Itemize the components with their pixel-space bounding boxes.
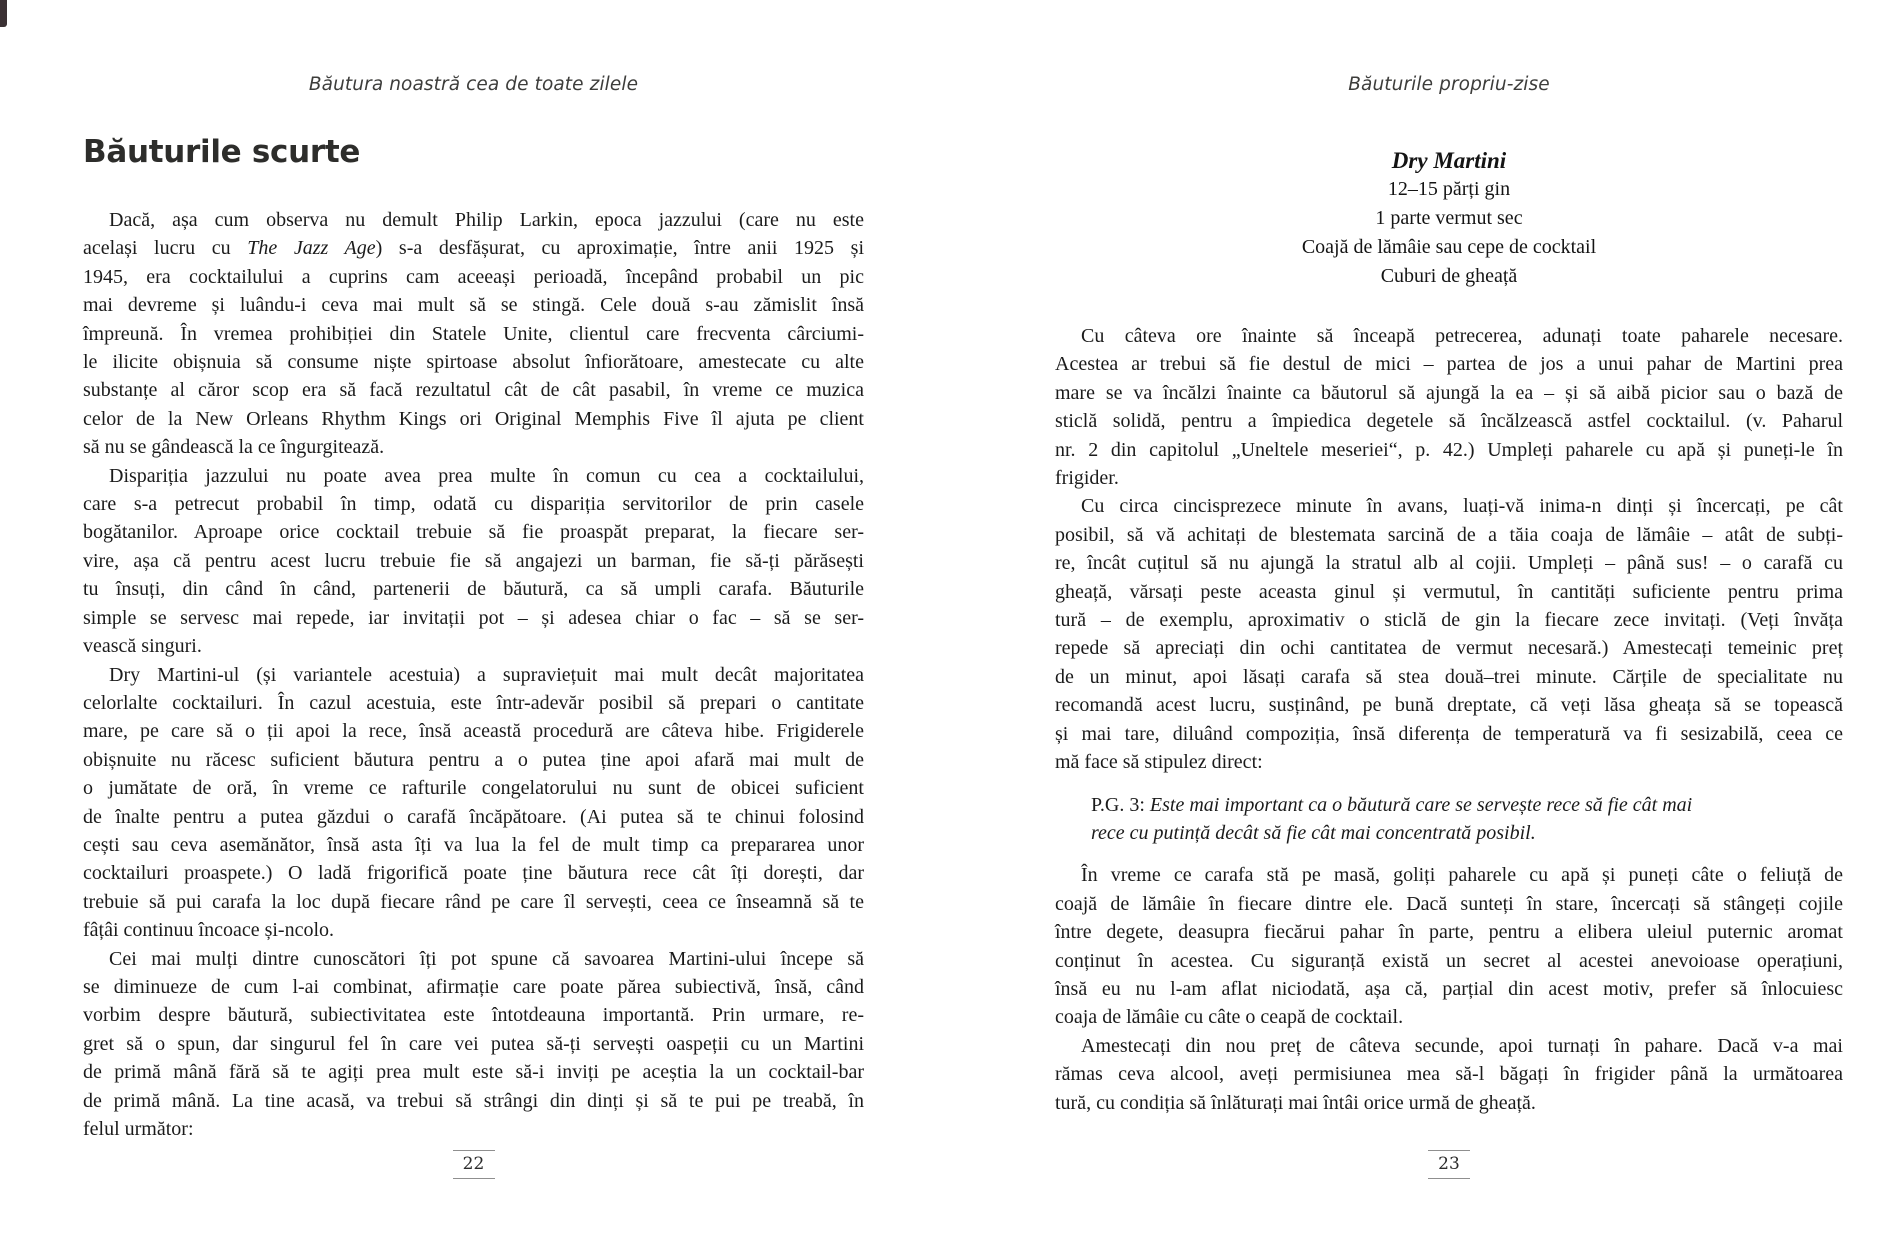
page-number-text: 22 xyxy=(462,1154,485,1174)
text-line: de primă mână fără să te agiți prea mult este să-i inviți pe aceștia la un cocktail-bar xyxy=(83,1061,864,1084)
text-line: sticlă solidă, pentru a împiedica degetele să încălzească astfel cocktailul. (v. Paharul xyxy=(1055,410,1843,433)
text-line: recomandă acest lucru, susținând, pe bună dreptate, că veți lăsa gheața să se topească xyxy=(1055,694,1843,717)
text-line: re, încât cuțitul să nu ajungă la stratul alb al cojii. Umpleți – până sus! – o carafă cu xyxy=(1055,552,1843,575)
page-body-right xyxy=(1055,322,1843,1117)
page-number-left xyxy=(453,1150,495,1179)
text-line: rămas ceva alcool, aveți permisiunea mea să-l băgați în frigider până la următoarea xyxy=(1055,1063,1843,1086)
recipe-ingredient: Coajă de lămâie sau cepe de cocktail xyxy=(1301,236,1597,258)
text-line: și mai tare, diluând compoziția, însă diferența de temperatură va fi sesizabilă, ceea ce xyxy=(1055,722,1843,745)
text-line: Dry Martini-ul (și variantele acestuia) a supraviețuit mai mult decât majoritatea xyxy=(109,663,864,686)
text-line: celorlalte cocktailuri. În cazul acestuia, este într-adevăr posibil să prepari o cantitate xyxy=(83,691,864,714)
text-line: cocktailuri proaspete.) O ladă frigorifică poate ține băutura rece cât îți dorești, dar xyxy=(83,862,864,885)
block-quote xyxy=(1091,791,1843,848)
recipe-ingredient: 1 parte vermut sec xyxy=(1375,207,1523,229)
text-line: felul următor: xyxy=(83,1118,194,1140)
paragraph xyxy=(83,206,864,462)
paragraph xyxy=(83,661,864,945)
paragraph xyxy=(1055,1032,1843,1117)
text-line: tură, cu condiția să înlăturați mai întâi orice urmă de gheață. xyxy=(1055,1091,1536,1114)
text-line: se diminueze de cum l-ai combinat, afirmație care poate părea subiectivă, însă, când xyxy=(83,975,864,998)
paragraph xyxy=(83,945,864,1144)
text-line: mă face să stipulez direct: xyxy=(1055,751,1263,774)
text-line: coajă de lămâie în fiecare dintre ele. Dacă sunteți în stare, încercați să stângeți cojile xyxy=(1055,892,1843,915)
text-line: gheață, vărsați peste aceasta ginul și vermutul, în cantități suficiente pentru prima xyxy=(1055,580,1843,603)
text-line: simple se servesc mai repede, iar invitații pot – și adesea chiar o fac – să se ser- xyxy=(83,606,864,629)
text-line: tură – de exemplu, aproximativ o sticlă de gin la fiecare zece invitați. (Veți învăța xyxy=(1055,609,1843,632)
scan-artifact xyxy=(0,0,7,27)
paragraph xyxy=(83,462,864,661)
recipe-ingredients xyxy=(1055,175,1843,291)
text-line: repede să apreciați din ochi cantitatea de vermut necesară.) Amestecați temeinic preț xyxy=(1055,637,1843,660)
text-line: Dispariția jazzului nu poate avea prea multe în comun cu cea a cocktailului, xyxy=(109,464,864,487)
page-right xyxy=(1055,0,1843,1240)
text-line: o jumătate de oră, în vreme ce rafturile congelatorului nu sunt de obicei suficient xyxy=(83,777,864,800)
text-line: care s-a petrecut probabil în timp, odată cu dispariția servitorilor de prin casele xyxy=(83,493,864,516)
text-line: fâțâi continuu încoace și-ncolo. xyxy=(83,919,335,942)
paragraph xyxy=(1055,322,1843,492)
text-line: mai devreme și luându-i ceva mai mult să se stingă. Cele două s-au zămislit însă xyxy=(83,294,864,317)
paragraph xyxy=(1055,492,1843,776)
running-header-right: Băuturile propriu-zise xyxy=(1348,74,1550,95)
text-line: gret să o spun, dar singurul fel în care vei putea să-ți servești oaspeții cu un Martini xyxy=(83,1032,864,1055)
text-line: împreună. În vremea prohibiției din Statele Unite, clientul care frecventa cârciumi- xyxy=(83,322,864,345)
text-line: bogătanilor. Aproape orice cocktail trebuie să fie proaspăt preparat, la fiecare ser- xyxy=(83,521,864,544)
text-line: Dacă, așa cum observa nu demult Philip Larkin, epoca jazzului (care nu este xyxy=(109,209,864,231)
text-line: vorbim despre băutură, subiectivitatea este întotdeauna importantă. Prin urmare, re- xyxy=(83,1004,864,1027)
text-line: să nu se gândească la ce îngurgitează. xyxy=(83,436,385,459)
text-line: P.G. 3: Este mai important ca o băutură care se servește rece să fie cât mai xyxy=(1091,793,1693,816)
page-number-right xyxy=(1428,1150,1470,1179)
text-line: obișnuite nu răcesc suficient băutura pentru a o putea ține apoi afară mai mult de xyxy=(83,748,864,771)
text-line: între degete, deasupra fiecărui pahar în parte, pentru a elibera uleiul puternic aromat xyxy=(1055,921,1843,944)
text-line: substanțe al căror scop era să facă rezultatul cât de cât pasabil, în vreme ce muzica xyxy=(83,379,864,402)
text-line: Amestecați din nou preț de câteva secunde, apoi turnați în pahare. Dacă v-a mai xyxy=(1081,1034,1843,1057)
text-line: coaja de lămâie cu câte o ceapă de cocktail. xyxy=(1055,1006,1404,1029)
recipe-ingredient: Cuburi de gheață xyxy=(1380,265,1518,287)
text-line: conținut în acestea. Cu siguranță există un secret al acestei anevoioase operațiuni, xyxy=(1055,949,1843,972)
paragraph xyxy=(1055,861,1843,1031)
text-line: vească singuri. xyxy=(83,635,202,658)
text-line: 1945, era cocktailului a cuprins cam aceeași perioadă, începând probabil un pic xyxy=(83,265,864,288)
text-line: de înalte pentru a putea găzdui o carafă încăpătoare. (Ai putea să te chinui folosind xyxy=(83,805,864,828)
text-line: frigider. xyxy=(1055,467,1119,490)
text-line: de primă mână. La tine acasă, va trebui să strângi din dinți și să te pui pe treabă, în xyxy=(83,1089,864,1112)
text-line: rece cu putință decât să fie cât mai concentrată posibil. xyxy=(1091,821,1536,844)
text-line: mare se va încălzi înainte ca băutorul să ajungă la ea – și să aibă picior sau o bază de xyxy=(1055,381,1843,404)
text-line: Acestea ar trebui să fie destul de mici – partea de jos a unui pahar de Martini prea xyxy=(1055,353,1843,376)
running-header-left: Băutura noastră cea de toate zilele xyxy=(308,74,639,95)
text-line: trebuie să pui carafa la loc după fiecare rând pe care îl servești, ceea ce înseamnă să te xyxy=(83,890,864,913)
text-line: celor de la New Orleans Rhythm Kings ori Original Memphis Five îl ajuta pe client xyxy=(83,407,864,430)
recipe-ingredient: 12–15 părți gin xyxy=(1387,178,1511,200)
page-body-left xyxy=(83,206,864,1143)
page-left xyxy=(83,0,864,1240)
recipe-title: Dry Martini xyxy=(1391,148,1507,173)
text-line: le ilicite obișnuia să consume niște spirtoase absolut înfiorătoare, amestecate cu alte xyxy=(83,351,864,374)
text-line: nr. 2 din capitolul „Uneltele meseriei“, p. 42.) Umpleți paharele cu apă și puneți-le în xyxy=(1055,438,1843,461)
text-line: însă eu nu l-am aflat niciodată, așa că, parțial din acest motiv, prefer să înlocuiesc xyxy=(1055,977,1843,1000)
text-line: În vreme ce carafa stă pe masă, goliți paharele cu apă și puneți câte o feliuță de xyxy=(1081,864,1843,887)
text-line: vire, așa că pentru acest lucru trebuie fie să angajezi un barman, fie să-ți părăsești xyxy=(83,549,864,572)
text-line: tu însuți, din când în când, partenerii de băutură, ca să umpli carafa. Băuturile xyxy=(83,578,864,601)
section-heading: Băuturile scurte xyxy=(83,134,361,170)
page-number-text: 23 xyxy=(1438,1154,1460,1174)
text-line: Cu câteva ore înainte să înceapă petrecerea, adunați toate paharele necesare. xyxy=(1081,325,1843,347)
recipe-block xyxy=(1055,146,1843,291)
text-line: Cu circa cincisprezece minute în avans, luați-vă inima-n dinți și încercați, pe cât xyxy=(1081,495,1843,518)
text-line: Cei mai mulți dintre cunoscători îți pot spune că savoarea Martini-ului începe să xyxy=(109,947,864,970)
text-line: de un minut, apoi lăsați carafa să stea două–trei minute. Cărțile de specialitate nu xyxy=(1055,665,1843,688)
text-line: posibil, să vă achitați de blestemata sarcină de a tăia coaja de lămâie – atât de subți- xyxy=(1055,523,1843,546)
text-line: mare, pe care să o ții apoi la rece, însă această procedură are câteva hibe. Frigiderele xyxy=(83,720,864,743)
text-line: cești sau ceva asemănător, însă asta îți va lua la fel de mult timp ca prepararea unor xyxy=(83,833,864,856)
text-line: același lucru cu The Jazz Age) s-a desfășurat, cu aproximație, între anii 1925 și xyxy=(83,237,865,260)
